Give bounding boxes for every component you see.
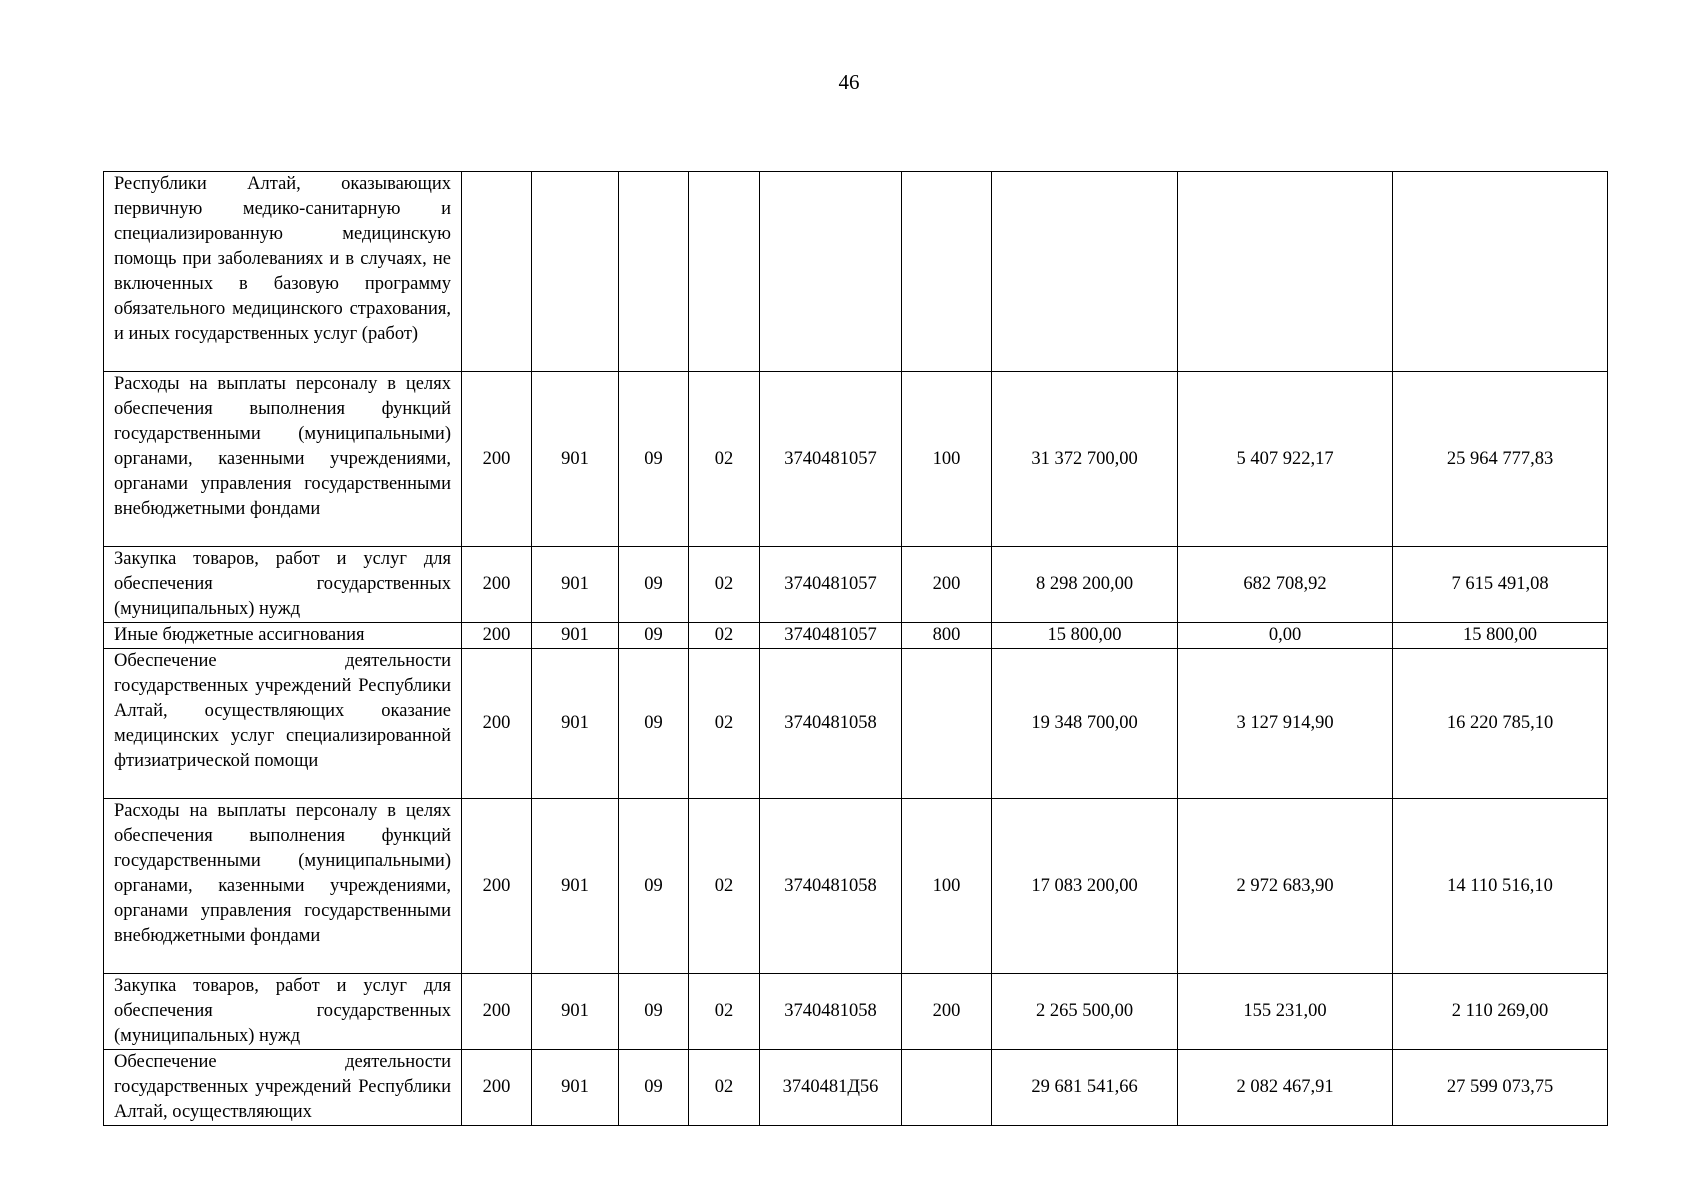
cell-col7: [992, 172, 1178, 372]
cell-col5: 3740481057: [760, 372, 902, 547]
cell-col9: 16 220 785,10: [1393, 649, 1608, 799]
cell-col9: 7 615 491,08: [1393, 547, 1608, 623]
cell-col7: 2 265 500,00: [992, 974, 1178, 1050]
table-row: [104, 372, 1608, 547]
row-description: Обеспечение деятельности государственных учреждений Республики Алтай, осуществляющих: [104, 1050, 462, 1126]
row-description: Закупка товаров, работ и услуг для обеспечения государственных (муниципальных) нужд: [104, 547, 462, 623]
cell-col5: 3740481057: [760, 623, 902, 649]
cell-col3: 09: [619, 372, 689, 547]
cell-col5: 3740481058: [760, 799, 902, 974]
cell-col9: 25 964 777,83: [1393, 372, 1608, 547]
table-row: [104, 974, 1608, 1050]
row-description: Иные бюджетные ассигнования: [104, 623, 462, 649]
row-description: Расходы на выплаты персоналу в целях обеспечения выполнения функций государственными (муниципальными) органами, казенными учреждениями, органами управления государственными внебюджетными фондами: [104, 372, 462, 547]
cell-col6: 100: [902, 372, 992, 547]
cell-col7: 15 800,00: [992, 623, 1178, 649]
cell-col2: 901: [532, 974, 619, 1050]
cell-col1: 200: [462, 974, 532, 1050]
cell-col7: 17 083 200,00: [992, 799, 1178, 974]
table-row: [104, 649, 1608, 799]
cell-col1: 200: [462, 623, 532, 649]
budget-table: [103, 171, 1608, 1126]
cell-col2: 901: [532, 649, 619, 799]
cell-col6: 200: [902, 974, 992, 1050]
cell-col4: 02: [689, 1050, 760, 1126]
cell-col9: 15 800,00: [1393, 623, 1608, 649]
cell-col3: 09: [619, 1050, 689, 1126]
cell-col4: 02: [689, 649, 760, 799]
cell-col1: 200: [462, 372, 532, 547]
cell-col4: 02: [689, 799, 760, 974]
cell-col4: 02: [689, 623, 760, 649]
cell-col1: 200: [462, 1050, 532, 1126]
cell-col3: 09: [619, 974, 689, 1050]
cell-col1: 200: [462, 649, 532, 799]
cell-col2: 901: [532, 623, 619, 649]
cell-col7: 19 348 700,00: [992, 649, 1178, 799]
cell-col3: 09: [619, 623, 689, 649]
row-description: Закупка товаров, работ и услуг для обеспечения государственных (муниципальных) нужд: [104, 974, 462, 1050]
table-row: [104, 172, 1608, 372]
cell-col8: 2 972 683,90: [1178, 799, 1393, 974]
cell-col1: 200: [462, 799, 532, 974]
table-row: [104, 547, 1608, 623]
cell-col1: 200: [462, 547, 532, 623]
cell-col4: 02: [689, 974, 760, 1050]
cell-col5: [760, 172, 902, 372]
cell-col2: 901: [532, 372, 619, 547]
cell-col5: 3740481057: [760, 547, 902, 623]
cell-col1: [462, 172, 532, 372]
cell-col8: 2 082 467,91: [1178, 1050, 1393, 1126]
cell-col4: 02: [689, 547, 760, 623]
cell-col3: 09: [619, 799, 689, 974]
cell-col8: 3 127 914,90: [1178, 649, 1393, 799]
cell-col5: 3740481Д56: [760, 1050, 902, 1126]
cell-col9: 27 599 073,75: [1393, 1050, 1608, 1126]
cell-col8: 155 231,00: [1178, 974, 1393, 1050]
cell-col2: [532, 172, 619, 372]
row-description: Обеспечение деятельности государственных учреждений Республики Алтай, осуществляющих оказание медицинских услуг специализированной фтизиатрической помощи: [104, 649, 462, 799]
cell-col8: [1178, 172, 1393, 372]
table-row: [104, 623, 1608, 649]
cell-col2: 901: [532, 547, 619, 623]
cell-col5: 3740481058: [760, 649, 902, 799]
cell-col8: 682 708,92: [1178, 547, 1393, 623]
cell-col9: 2 110 269,00: [1393, 974, 1608, 1050]
cell-col4: [689, 172, 760, 372]
cell-col3: [619, 172, 689, 372]
cell-col5: 3740481058: [760, 974, 902, 1050]
cell-col7: 29 681 541,66: [992, 1050, 1178, 1126]
cell-col6: 200: [902, 547, 992, 623]
cell-col9: [1393, 172, 1608, 372]
cell-col7: 31 372 700,00: [992, 372, 1178, 547]
row-description: Расходы на выплаты персоналу в целях обеспечения выполнения функций государственными (муниципальными) органами, казенными учреждениями, органами управления государственными внебюджетными фондами: [104, 799, 462, 974]
page-number: 46: [838, 70, 860, 94]
cell-col6: [902, 649, 992, 799]
cell-col3: 09: [619, 649, 689, 799]
cell-col2: 901: [532, 1050, 619, 1126]
cell-col3: 09: [619, 547, 689, 623]
cell-col6: 100: [902, 799, 992, 974]
cell-col8: 0,00: [1178, 623, 1393, 649]
cell-col9: 14 110 516,10: [1393, 799, 1608, 974]
cell-col6: [902, 172, 992, 372]
row-description: Республики Алтай, оказывающих первичную медико-санитарную и специализированную медицинскую помощь при заболеваниях и в случаях, не включенных в базовую программу обязательного медицинского страхования, и иных государственных услуг (работ): [104, 172, 462, 372]
cell-col2: 901: [532, 799, 619, 974]
cell-col6: 800: [902, 623, 992, 649]
table-row: [104, 799, 1608, 974]
table-row: [104, 1050, 1608, 1126]
cell-col6: [902, 1050, 992, 1126]
cell-col7: 8 298 200,00: [992, 547, 1178, 623]
cell-col4: 02: [689, 372, 760, 547]
cell-col8: 5 407 922,17: [1178, 372, 1393, 547]
